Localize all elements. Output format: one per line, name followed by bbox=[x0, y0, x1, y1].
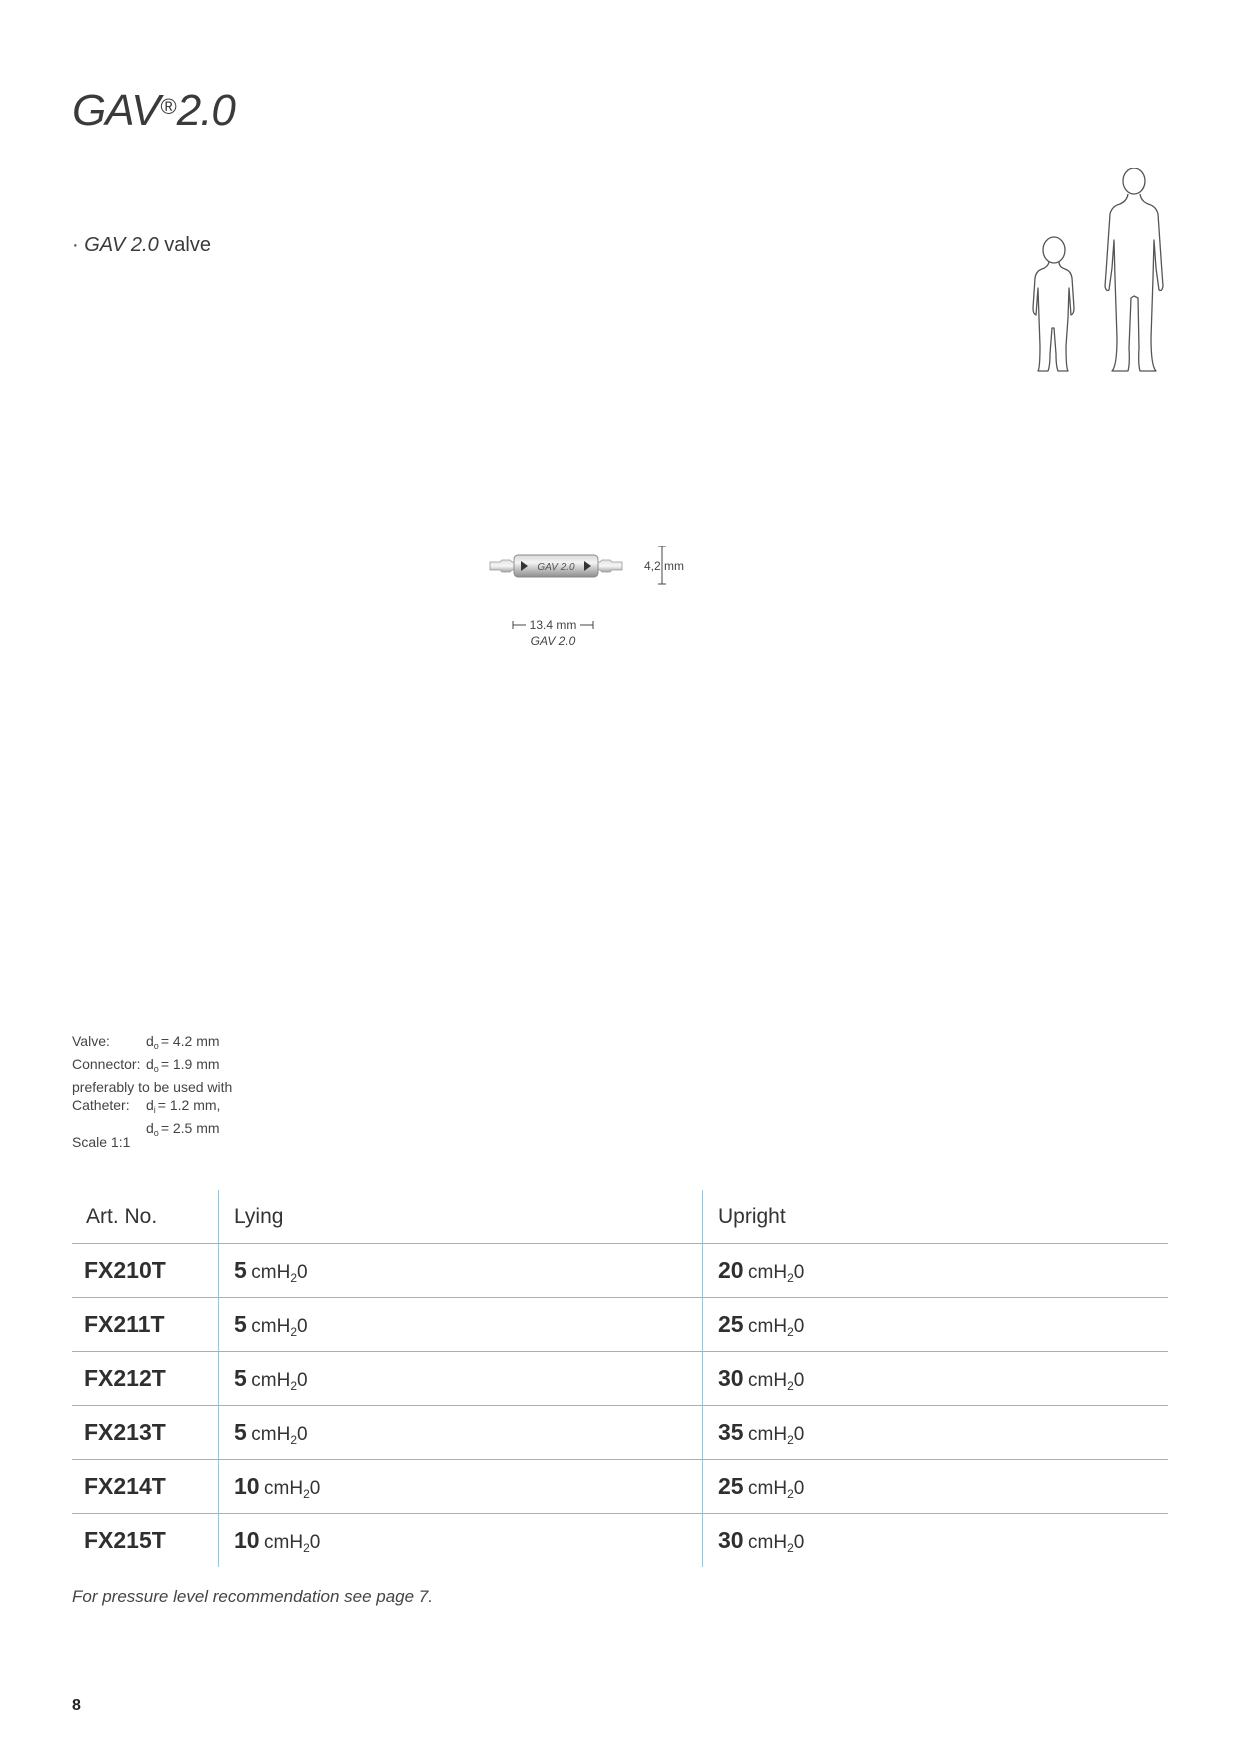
table-row bbox=[72, 1298, 1168, 1352]
upright-cell: 20 cmH$_2$0 bbox=[703, 1244, 1169, 1298]
spec-catheter-outer: $d_o = 2.5$ mm bbox=[146, 1120, 220, 1138]
header-lying: Lying bbox=[219, 1190, 703, 1244]
table-row bbox=[72, 1514, 1168, 1568]
length-label: 13.4 mm bbox=[529, 618, 577, 632]
spec-note: preferably to be used with bbox=[72, 1079, 233, 1095]
valve-label: GAV 2.0 bbox=[537, 562, 575, 573]
art-no-cell: FX211T bbox=[72, 1298, 219, 1352]
art-no-cell: FX212T bbox=[72, 1352, 219, 1406]
upright-cell: 25 cmH$_2$0 bbox=[703, 1298, 1169, 1352]
child-figure-icon bbox=[1033, 237, 1074, 371]
product-subtitle: · GAV 2.0 valve bbox=[72, 234, 211, 256]
spec-connector: Connector: $d_o = 1.9$ mm bbox=[72, 1056, 220, 1074]
scale-note: Scale 1:1 bbox=[72, 1134, 131, 1150]
upright-cell: 30 cmH$_2$0 bbox=[703, 1514, 1169, 1568]
art-no-cell: FX210T bbox=[72, 1244, 219, 1298]
table-row bbox=[72, 1352, 1168, 1406]
pressure-table bbox=[72, 1190, 1168, 1567]
valve-body-icon bbox=[490, 555, 622, 577]
lying-cell: 5 cmH$_2$0 bbox=[219, 1298, 703, 1352]
art-no-cell: FX214T bbox=[72, 1460, 219, 1514]
footnote: For pressure level recommendation see page 7. bbox=[72, 1587, 433, 1606]
table-row bbox=[72, 1406, 1168, 1460]
upright-cell: 35 cmH$_2$0 bbox=[703, 1406, 1169, 1460]
child-and-adult-silhouette-icon bbox=[1028, 168, 1188, 374]
spec-catheter: Catheter: $d_i = 1.2$ mm, bbox=[72, 1097, 221, 1115]
table-row bbox=[72, 1460, 1168, 1514]
art-no-cell: FX215T bbox=[84, 1527, 166, 1553]
lying-cell: 5 cmH$_2$0 bbox=[219, 1406, 703, 1460]
registered-mark: ® bbox=[160, 94, 176, 119]
header-upright: Upright bbox=[703, 1190, 1169, 1244]
lying-cell: 5 cmH$_2$0 bbox=[219, 1352, 703, 1406]
art-no-cell: FX213T bbox=[72, 1406, 219, 1460]
lying-cell: 10 cmH$_2$0 bbox=[219, 1514, 703, 1568]
page-title: GAV®2.0 bbox=[72, 86, 235, 135]
valve-drawing bbox=[488, 546, 712, 666]
upright-cell: 30 cmH$_2$0 bbox=[703, 1352, 1169, 1406]
page-number: 8 bbox=[72, 1697, 81, 1714]
lying-cell: 10 cmH$_2$0 bbox=[219, 1460, 703, 1514]
height-label: 4,2 mm bbox=[644, 559, 685, 573]
adult-figure-icon bbox=[1105, 168, 1163, 371]
header-art-no: Art. No. bbox=[72, 1190, 219, 1244]
upright-cell: 25 cmH$_2$0 bbox=[703, 1460, 1169, 1514]
drawing-name-label: GAV 2.0 bbox=[530, 634, 576, 648]
table-row bbox=[72, 1244, 1168, 1298]
specifications bbox=[72, 1032, 332, 1142]
spec-valve: Valve: $d_o = 4.2$ mm bbox=[72, 1033, 220, 1051]
lying-cell: 5 cmH$_2$0 bbox=[219, 1244, 703, 1298]
table-header-row bbox=[72, 1190, 1168, 1244]
